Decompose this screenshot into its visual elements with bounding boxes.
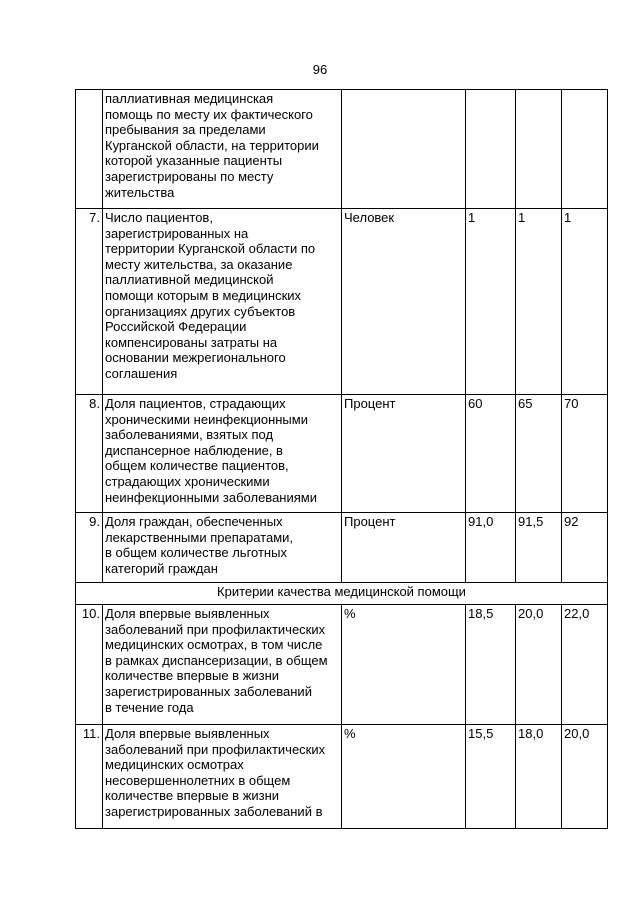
indicator-name: Число пациентов, зарегистрированных на территории Курганской области по месту жительства, за оказание паллиативной медицинской помощи которым в медицинских организациях других субъектов Российской Федерации компенсированы затраты на основании межрегионального соглашения xyxy=(103,209,342,395)
value-year-1: 15,5 xyxy=(466,725,516,829)
unit-cell: Процент xyxy=(342,513,466,583)
row-number: 10. xyxy=(76,605,103,725)
row-number: 8. xyxy=(76,395,103,513)
value-year-3: 92 xyxy=(562,513,608,583)
table-row xyxy=(76,90,608,209)
table-row xyxy=(76,513,608,583)
indicator-name: Доля пациентов, страдающих хроническими неинфекционными заболеваниями, взятых под диспансерное наблюдение, в общем количестве пациентов, страдающих хроническими неинфекционными заболеваниями xyxy=(103,395,342,513)
indicators-table xyxy=(75,89,608,829)
table-row xyxy=(76,605,608,725)
table-row xyxy=(76,725,608,829)
unit-cell: Человек xyxy=(342,209,466,395)
value-year-1: 60 xyxy=(466,395,516,513)
section-title: Критерии качества медицинской помощи xyxy=(76,583,608,605)
table-row xyxy=(76,209,608,395)
indicator-name: паллиативная медицинская помощь по месту их фактического пребывания за пределами Курганской области, на территории которой указанные пациенты зарегистрированы по месту жительства xyxy=(103,90,342,209)
value-year-3 xyxy=(562,90,608,209)
indicator-name: Доля граждан, обеспеченных лекарственными препаратами, в общем количестве льготных категорий граждан xyxy=(103,513,342,583)
value-year-2: 65 xyxy=(516,395,562,513)
unit-cell: % xyxy=(342,725,466,829)
value-year-2: 20,0 xyxy=(516,605,562,725)
table-row xyxy=(76,395,608,513)
value-year-3: 1 xyxy=(562,209,608,395)
unit-cell: % xyxy=(342,605,466,725)
indicator-name: Доля впервые выявленных заболеваний при профилактических медицинских осмотрах, в том числе в рамках диспансеризации, в общем количестве впервые в жизни зарегистрированных заболеваний в течение года xyxy=(103,605,342,725)
section-row xyxy=(76,583,608,605)
value-year-2: 91,5 xyxy=(516,513,562,583)
page-number: 96 xyxy=(312,62,328,77)
unit-cell: Процент xyxy=(342,395,466,513)
value-year-3: 20,0 xyxy=(562,725,608,829)
row-number: 9. xyxy=(76,513,103,583)
value-year-1 xyxy=(466,90,516,209)
value-year-3: 70 xyxy=(562,395,608,513)
unit-cell xyxy=(342,90,466,209)
value-year-1: 91,0 xyxy=(466,513,516,583)
indicator-name: Доля впервые выявленных заболеваний при профилактических медицинских осмотрах несовершеннолетних в общем количестве впервые в жизни зарегистрированных заболеваний в xyxy=(103,725,342,829)
value-year-1: 18,5 xyxy=(466,605,516,725)
value-year-2 xyxy=(516,90,562,209)
value-year-3: 22,0 xyxy=(562,605,608,725)
value-year-1: 1 xyxy=(466,209,516,395)
row-number: 7. xyxy=(76,209,103,395)
value-year-2: 1 xyxy=(516,209,562,395)
row-number: 11. xyxy=(76,725,103,829)
value-year-2: 18,0 xyxy=(516,725,562,829)
row-number xyxy=(76,90,103,209)
